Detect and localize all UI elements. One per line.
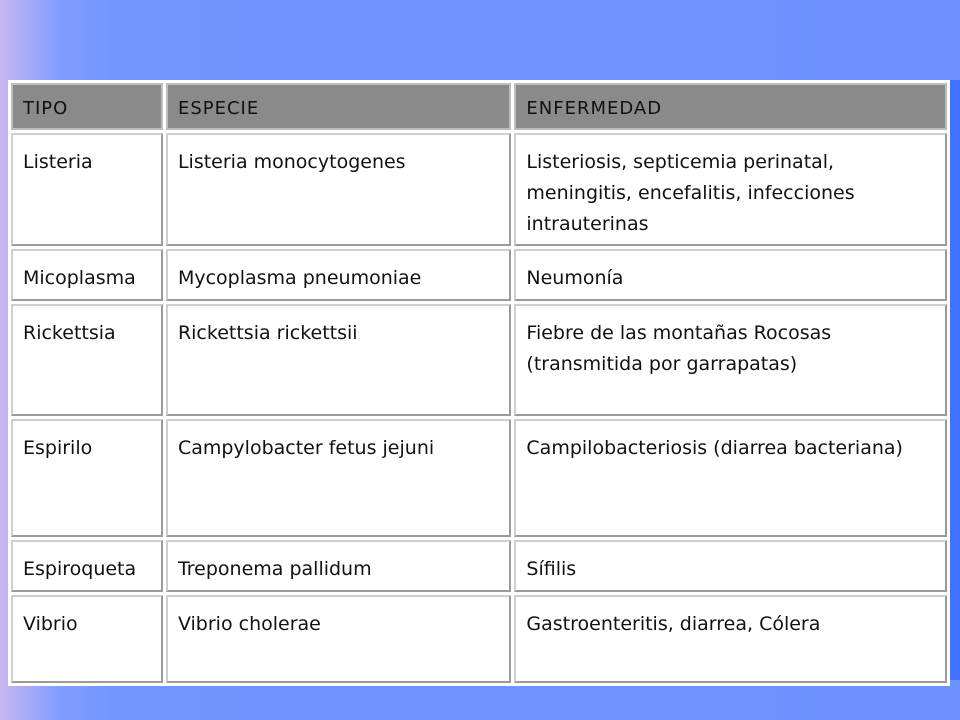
cell-enfermedad: Listeriosis, septicemia perinatal, meningitis, encefalitis, infecciones intrauterinas [514, 133, 947, 246]
cell-enfermedad: Sífilis [514, 540, 947, 592]
cell-tipo: Espiroqueta [11, 540, 163, 592]
table-row [11, 419, 947, 537]
cell-especie: Vibrio cholerae [166, 595, 511, 683]
table-row [11, 540, 947, 592]
cell-especie: Campylobacter fetus jejuni [166, 419, 511, 537]
column-header-enfermedad: ENFERMEDAD [514, 83, 947, 130]
table-header-row [11, 83, 947, 130]
cell-enfermedad: Fiebre de las montañas Rocosas (transmitida por garrapatas) [514, 304, 947, 416]
cell-especie: Listeria monocytogenes [166, 133, 511, 246]
cell-especie: Rickettsia rickettsii [166, 304, 511, 416]
column-header-tipo: TIPO [11, 83, 163, 130]
bacteria-table [8, 80, 950, 686]
table-row [11, 595, 947, 683]
column-header-especie: ESPECIE [166, 83, 511, 130]
cell-especie: Mycoplasma pneumoniae [166, 249, 511, 301]
cell-tipo: Espirilo [11, 419, 163, 537]
cell-tipo: Rickettsia [11, 304, 163, 416]
cell-tipo: Micoplasma [11, 249, 163, 301]
cell-tipo: Listeria [11, 133, 163, 246]
cell-enfermedad: Campilobacteriosis (diarrea bacteriana) [514, 419, 947, 537]
cell-tipo: Vibrio [11, 595, 163, 683]
table-row [11, 133, 947, 246]
cell-enfermedad: Neumonía [514, 249, 947, 301]
cell-enfermedad: Gastroenteritis, diarrea, Cólera [514, 595, 947, 683]
table-row [11, 304, 947, 416]
cell-especie: Treponema pallidum [166, 540, 511, 592]
table-row [11, 249, 947, 301]
